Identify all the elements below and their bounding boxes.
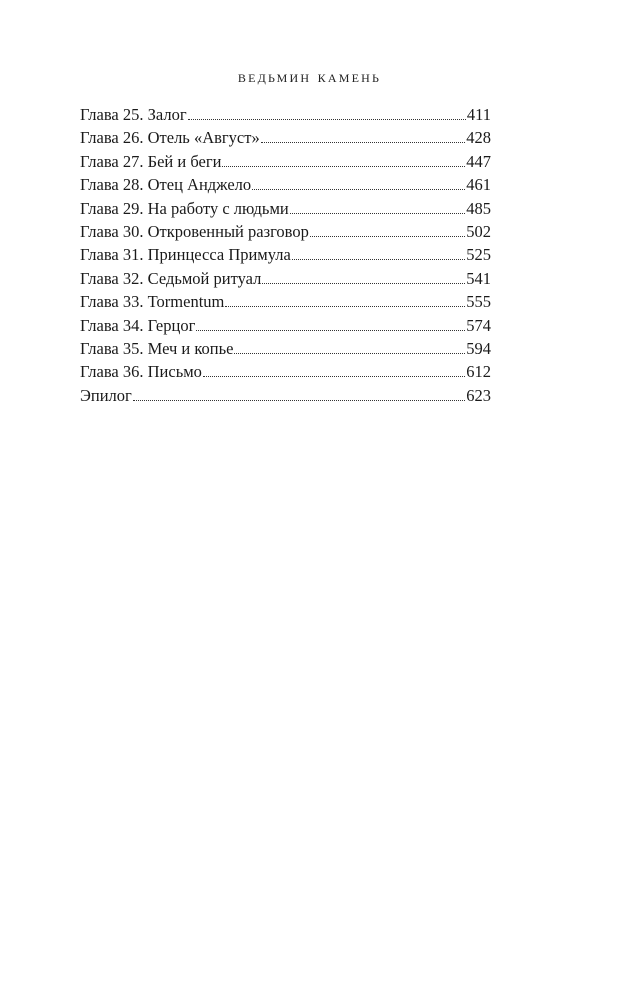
toc-entry-page: 411 [466,105,491,124]
toc-entry-page: 574 [466,315,491,335]
dot-leader [261,142,466,143]
toc-entry [80,220,491,243]
dot-leader [203,376,465,377]
toc-entry [80,243,491,266]
toc-entry [80,150,491,173]
toc-entry-title: Глава 35. Меч и копье [80,338,234,358]
dot-leader [292,259,465,260]
toc-entry-title: Глава 30. Откровенный разговор [80,221,309,241]
toc-entry-title: Глава 36. Письмо [80,362,202,382]
dot-leader [252,189,465,190]
toc-entry-page: 502 [466,221,491,241]
toc-entry-title: Эпилог [80,385,132,405]
toc-entry-title: Глава 32. Седьмой ритуал [80,268,262,288]
toc-entry [80,290,491,313]
dot-leader [188,119,466,120]
toc-entry-title: Глава 31. Принцесса Примула [80,245,291,265]
toc-entry [80,384,491,407]
toc-entry [80,197,491,220]
dot-leader [290,213,466,214]
toc-entry [80,337,491,360]
toc-entry-page: 525 [466,245,491,265]
toc-entry-page: 555 [466,292,491,312]
toc-entry-page: 623 [466,385,491,405]
dot-leader [196,330,465,331]
toc-entry [80,360,491,383]
toc-entry-page: 461 [466,175,491,195]
running-head: ведьмин камень [237,67,382,86]
toc-entry-title: Глава 26. Отель «Август» [80,128,260,148]
dot-leader [234,353,465,354]
toc-entry-page: 447 [466,151,491,171]
dot-leader [222,166,465,167]
dot-leader [133,400,465,401]
table-of-contents [80,103,491,407]
toc-entry-page: 541 [466,268,491,288]
toc-entry-page: 612 [466,362,491,382]
dot-leader [262,283,465,284]
toc-entry-title: Глава 33. Tormentum [80,292,225,312]
toc-entry-page: 428 [466,128,491,148]
toc-entry [80,173,491,196]
toc-entry-title: Глава 34. Герцог [80,315,196,335]
toc-entry [80,126,491,149]
toc-entry-title: Глава 25. Залог [80,105,187,124]
toc-entry [80,103,491,126]
dot-leader [225,306,465,307]
dot-leader [310,236,465,237]
toc-entry [80,267,491,290]
toc-entry-page: 594 [466,338,491,358]
toc-entry [80,314,491,337]
toc-entry-title: Глава 27. Бей и беги [80,151,222,171]
toc-entry-page: 485 [466,198,491,218]
toc-entry-title: Глава 29. На работу с людьми [80,198,289,218]
toc-entry-title: Глава 28. Отец Анджело [80,175,252,195]
